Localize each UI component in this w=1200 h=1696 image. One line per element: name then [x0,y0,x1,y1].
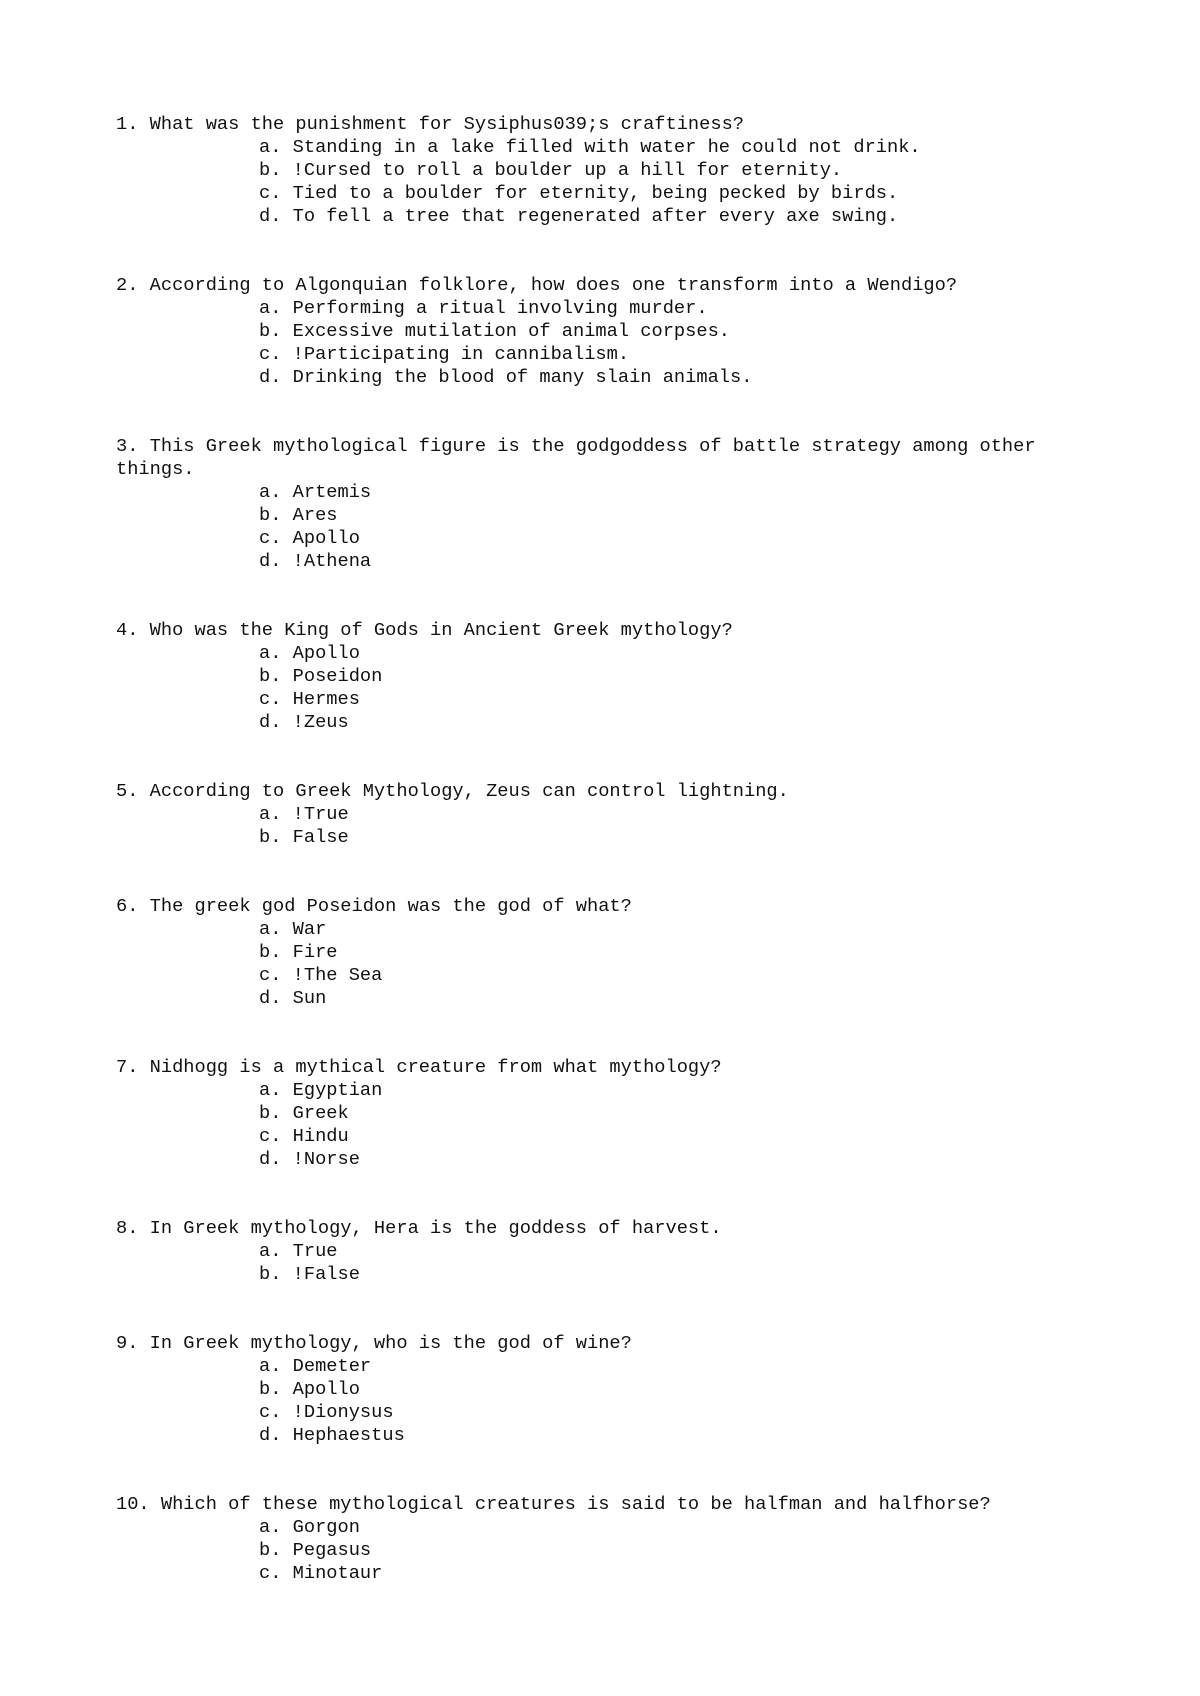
answer-option: c. !The Sea [259,964,383,986]
answer-option: d. Hephaestus [259,1424,405,1446]
answer-option: b. !Cursed to roll a boulder up a hill for eternity. [259,159,843,181]
question-text: 8. In Greek mythology, Hera is the goddess of harvest. [116,1217,722,1239]
answer-option: a. Artemis [259,481,372,503]
answer-option: c. !Participating in cannibalism. [259,343,630,365]
question-text: 7. Nidhogg is a mythical creature from what mythology? [116,1056,722,1078]
answer-option: a. !True [259,803,349,825]
quiz-question [116,895,1076,1010]
answer-option: d. Drinking the blood of many slain animals. [259,366,753,388]
answer-option: b. Poseidon [259,665,383,687]
question-text: 4. Who was the King of Gods in Ancient Greek mythology? [116,619,733,641]
answer-option: a. Gorgon [259,1516,360,1538]
answer-option: d. Sun [259,987,327,1009]
answer-option: a. True [259,1240,338,1262]
answer-option-list [116,297,1076,389]
answer-option: a. Apollo [259,642,360,664]
answer-option: c. Hermes [259,688,360,710]
question-text: 5. According to Greek Mythology, Zeus can control lightning. [116,780,789,802]
answer-option: b. Excessive mutilation of animal corpses. [259,320,731,342]
answer-option-list [116,803,1076,849]
answer-option: b. False [259,826,349,848]
answer-option: c. !Dionysus [259,1401,394,1423]
answer-option: a. War [259,918,327,940]
answer-option: b. Pegasus [259,1539,372,1561]
answer-option: d. To fell a tree that regenerated after every axe swing. [259,205,899,227]
answer-option: c. Minotaur [259,1562,383,1584]
question-text: 10. Which of these mythological creatures is said to be halfman and halfhorse? [116,1493,991,1515]
answer-option: b. Ares [259,504,338,526]
answer-option: c. Tied to a boulder for eternity, being pecked by birds. [259,182,899,204]
quiz-question [116,1332,1076,1447]
answer-option: b. Apollo [259,1378,360,1400]
quiz-question [116,1217,1076,1286]
quiz-question [116,619,1076,734]
answer-option: c. Hindu [259,1125,349,1147]
question-text: 6. The greek god Poseidon was the god of what? [116,895,632,917]
quiz-question-list [116,113,1076,1631]
answer-option: b. Fire [259,941,338,963]
question-text: 3. This Greek mythological figure is the godgoddess of battle strategy among other things. [116,435,1047,480]
quiz-question [116,113,1076,228]
answer-option: a. Demeter [259,1355,372,1377]
quiz-question [116,1056,1076,1171]
answer-option-list [116,136,1076,228]
answer-option: c. Apollo [259,527,360,549]
answer-option: d. !Zeus [259,711,349,733]
answer-option-list [116,1516,1076,1585]
answer-option-list [116,1079,1076,1171]
answer-option-list [116,1355,1076,1447]
question-text: 9. In Greek mythology, who is the god of wine? [116,1332,632,1354]
answer-option-list [116,918,1076,1010]
answer-option: a. Standing in a lake filled with water he could not drink. [259,136,921,158]
quiz-question [116,435,1076,573]
answer-option: b. Greek [259,1102,349,1124]
answer-option-list [116,642,1076,734]
answer-option: d. !Athena [259,550,372,572]
answer-option: a. Performing a ritual involving murder. [259,297,708,319]
quiz-question [116,1493,1076,1585]
answer-option: d. !Norse [259,1148,360,1170]
quiz-question [116,274,1076,389]
answer-option: b. !False [259,1263,360,1285]
answer-option: a. Egyptian [259,1079,383,1101]
answer-option-list [116,1240,1076,1286]
question-text: 1. What was the punishment for Sysiphus039;s craftiness? [116,113,745,135]
answer-option-list [116,481,1076,573]
question-text: 2. According to Algonquian folklore, how does one transform into a Wendigo? [116,274,958,296]
quiz-question [116,780,1076,849]
